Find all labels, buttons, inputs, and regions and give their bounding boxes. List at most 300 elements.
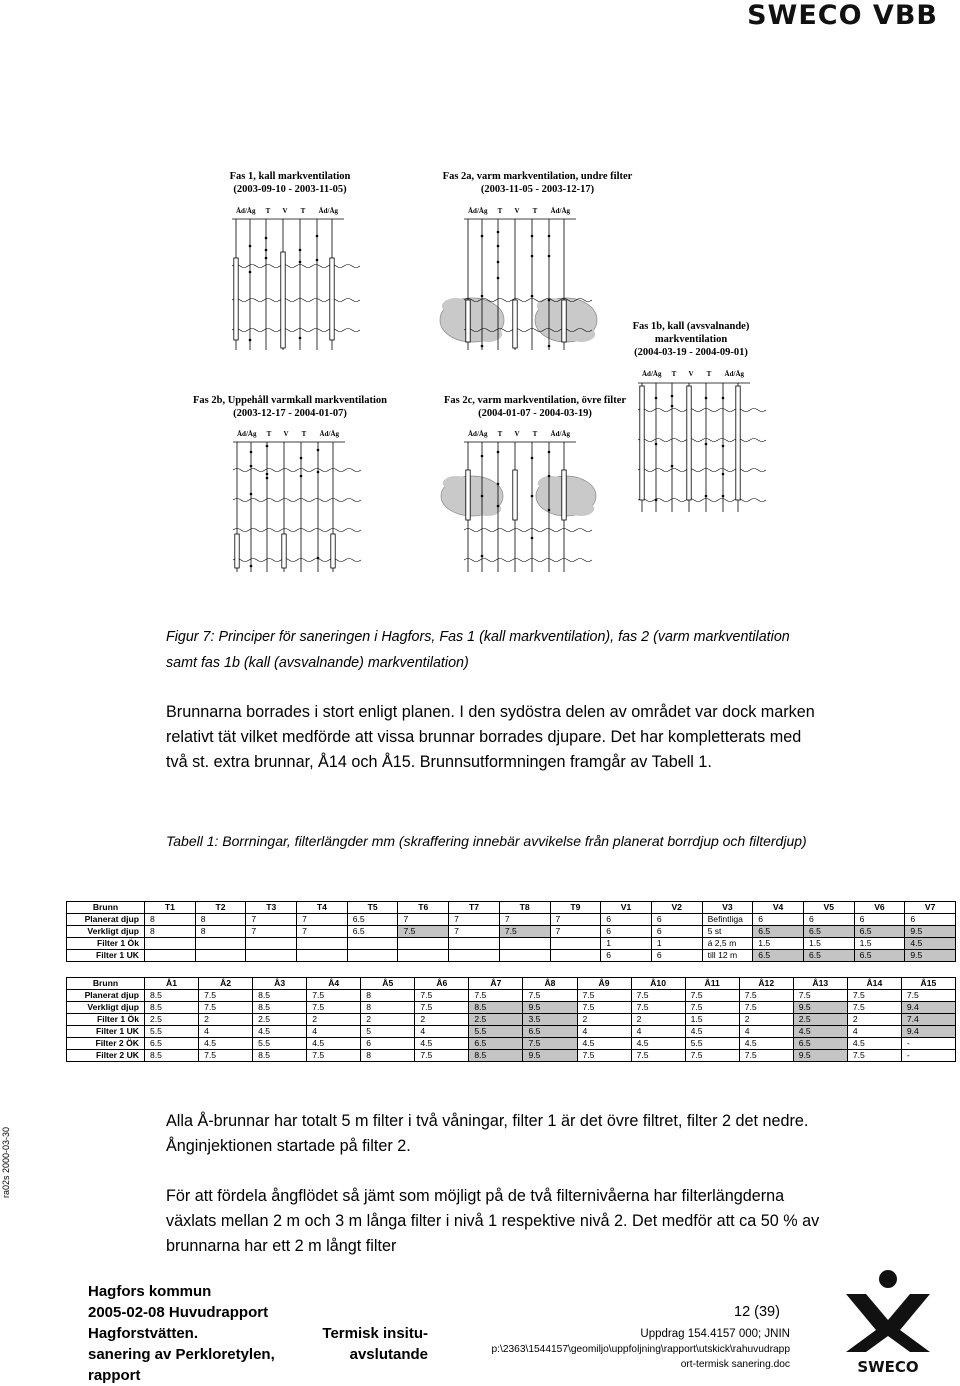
table-cell: 2.5 xyxy=(469,1014,523,1026)
soil-sample-dot xyxy=(250,493,253,496)
column-header: Å14 xyxy=(847,978,901,990)
table-cell: 4 xyxy=(577,1026,631,1038)
column-header: V5 xyxy=(803,902,854,914)
table-cell: 4.5 xyxy=(253,1026,307,1038)
soil-sample-dot xyxy=(497,451,500,454)
logo-wordmark: SWECO xyxy=(857,1358,919,1376)
brand-wordmark: SWECO VBB xyxy=(747,0,938,31)
table-cell: 4.5 xyxy=(739,1038,793,1050)
well-legend-phase-2b xyxy=(237,430,341,442)
table-cell: 2 xyxy=(415,1014,469,1026)
soil-sample-dot xyxy=(249,271,252,274)
table-cell: 9.5 xyxy=(905,926,956,938)
table-cell: 8 xyxy=(195,914,246,926)
table-cell xyxy=(449,938,500,950)
row-label: Planerat djup xyxy=(67,990,145,1002)
soil-sample-dot xyxy=(317,557,320,560)
table-cell: 8.5 xyxy=(253,1050,307,1062)
soil-layer-line xyxy=(233,559,361,562)
soil-sample-dot xyxy=(548,255,551,258)
soil-sample-dot xyxy=(249,245,252,248)
table-cell: 1.5 xyxy=(753,938,804,950)
table-cell: 6.5 xyxy=(145,1038,199,1050)
table-cell: 6 xyxy=(651,926,702,938)
table-cell: 6 xyxy=(651,950,702,962)
table-cell: 8.5 xyxy=(253,990,307,1002)
paragraph-wells-drilled: Brunnarna borrades i stort enligt planen. I den sydöstra delen av området var dock marken relativt tät vilket medförde att vissa brunnar borrades djupare. Det har kompletterats med två st. extra brunnar, Å14 och Å15. Brunnsutformningen framgår av Tabell 1. xyxy=(166,703,815,771)
table-cell: 7.5 xyxy=(307,1002,361,1014)
table-cell: 5.5 xyxy=(685,1038,739,1050)
well-filter-icon xyxy=(466,300,470,342)
footer-report-date: 2005-02-08 Huvudrapport xyxy=(88,1304,269,1321)
soil-sample-dot xyxy=(481,455,484,458)
well-filter-icon xyxy=(736,386,740,500)
soil-layer-line xyxy=(233,499,361,502)
table-row xyxy=(67,1014,956,1026)
table-cell: 4.5 xyxy=(847,1038,901,1050)
table-cell: 8 xyxy=(361,990,415,1002)
table-cell: 8.5 xyxy=(253,1002,307,1014)
column-header: V1 xyxy=(601,902,652,914)
soil-sample-dot xyxy=(548,345,551,348)
table-cell: 2 xyxy=(577,1014,631,1026)
soil-sample-dot xyxy=(250,451,253,454)
soil-sample-dot xyxy=(722,473,725,476)
column-header: Å6 xyxy=(415,978,469,990)
legend-ad: Åd/Åg xyxy=(237,430,257,438)
soil-sample-dot xyxy=(299,249,302,252)
soil-sample-dot xyxy=(249,339,252,342)
table-cell: 6.5 xyxy=(753,950,804,962)
column-header: Å4 xyxy=(307,978,361,990)
table-cell: 7 xyxy=(499,914,550,926)
table-cell: 6.5 xyxy=(753,926,804,938)
table-cell: 8 xyxy=(145,926,196,938)
column-header: Å7 xyxy=(469,978,523,990)
soil-sample-dot xyxy=(531,495,534,498)
table-cell: 9.4 xyxy=(901,1002,955,1014)
table-cell: 7.5 xyxy=(415,1002,469,1014)
soil-sample-dot xyxy=(705,397,708,400)
legend-v: V xyxy=(283,430,289,438)
table-cell: 9.5 xyxy=(523,1002,577,1014)
table-cell: 2 xyxy=(361,1014,415,1026)
footer-title-part: Termisk insitu- xyxy=(322,1325,428,1342)
column-header: Å8 xyxy=(523,978,577,990)
soil-sample-dot xyxy=(300,475,303,478)
row-label: Filter 1 UK xyxy=(67,1026,145,1038)
table-cell: 3.5 xyxy=(523,1014,577,1026)
soil-layer-line xyxy=(232,265,360,268)
table-cell: 7 xyxy=(398,914,449,926)
soil-sample-dot xyxy=(548,475,551,478)
table-cell: 6 xyxy=(753,914,804,926)
paragraph-filters: Alla Å-brunnar har totalt 5 m filter i två våningar, filter 1 är det övre filtret, filter 2 det nedre. Ånginjektionen startade på filter 2. xyxy=(166,1112,809,1155)
soil-layer-line xyxy=(464,529,592,532)
footer-report-info xyxy=(88,1281,428,1386)
soil-sample-dot xyxy=(722,445,725,448)
footer-title-line-3: rapport xyxy=(88,1367,141,1384)
legend-v: V xyxy=(514,430,520,438)
soil-layer-line xyxy=(638,439,766,442)
soil-sample-dot xyxy=(250,465,253,468)
well-filter-icon xyxy=(687,386,691,500)
steam-zone-icon xyxy=(474,502,501,516)
table-cell xyxy=(297,950,348,962)
table-cell xyxy=(297,938,348,950)
legend-t: T xyxy=(671,370,677,378)
table-cell: 7.5 xyxy=(577,1002,631,1014)
table-cell: 6.5 xyxy=(793,1038,847,1050)
table-cell: 8.5 xyxy=(469,1002,523,1014)
table-cell xyxy=(347,938,398,950)
soil-sample-dot xyxy=(497,483,500,486)
legend-ad: Åd/Åg xyxy=(468,430,488,438)
table-row xyxy=(67,1050,956,1062)
table-cell: 7.5 xyxy=(415,990,469,1002)
well-legend-phase-1b xyxy=(642,370,746,382)
table-cell: 4.5 xyxy=(631,1038,685,1050)
soil-layer-line xyxy=(233,469,361,472)
logo-figure-icon xyxy=(846,1294,930,1352)
soil-sample-dot xyxy=(265,237,268,240)
table-row xyxy=(67,926,956,938)
table-cell: 7.5 xyxy=(631,1050,685,1062)
sweco-logo xyxy=(836,1268,940,1378)
table-cell: 6 xyxy=(601,950,652,962)
table-cell: 8.5 xyxy=(145,990,199,1002)
legend-t: T xyxy=(497,430,503,438)
table-row xyxy=(67,1002,956,1014)
table-cell: 6 xyxy=(905,914,956,926)
table-cell: 4 xyxy=(415,1026,469,1038)
table-cell: 7.5 xyxy=(415,1050,469,1062)
table-cell: 7.5 xyxy=(847,990,901,1002)
footer-org: Hagfors kommun xyxy=(88,1283,212,1300)
soil-sample-dot xyxy=(531,537,534,540)
column-header-label: Brunn xyxy=(67,978,145,990)
soil-sample-dot xyxy=(266,473,269,476)
soil-sample-dot xyxy=(548,451,551,454)
table-cell: 7.5 xyxy=(199,1050,253,1062)
soil-layer-line xyxy=(464,559,592,562)
column-header: T7 xyxy=(449,902,500,914)
column-header: V6 xyxy=(854,902,905,914)
table-cell: 7 xyxy=(449,914,500,926)
table-cell: 7.5 xyxy=(577,990,631,1002)
column-header: Å15 xyxy=(901,978,955,990)
legend-v: V xyxy=(688,370,694,378)
soil-sample-dot xyxy=(722,397,725,400)
table-cell: 4.5 xyxy=(577,1038,631,1050)
legend-ad: Åd/Åg xyxy=(236,207,256,215)
table-cell xyxy=(499,950,550,962)
legend-ad: Åd/Åg xyxy=(468,207,488,215)
table-cell: 4.5 xyxy=(415,1038,469,1050)
table-cell: 1.5 xyxy=(685,1014,739,1026)
soil-sample-dot xyxy=(300,457,303,460)
table-cell xyxy=(550,950,601,962)
table-cell: 7.5 xyxy=(199,990,253,1002)
soil-sample-dot xyxy=(316,235,319,238)
table-cell xyxy=(449,950,500,962)
table-caption: Tabell 1: Borrningar, filterlängder mm (skraffering innebär avvikelse från planerat borrdjup och filterdjup) xyxy=(166,833,807,849)
table-cell: 8 xyxy=(361,1050,415,1062)
table-cell: 8 xyxy=(145,914,196,926)
legend-ad: Åd/Åg xyxy=(642,370,662,378)
table-cell: 7.5 xyxy=(307,1050,361,1062)
table-cell xyxy=(246,950,297,962)
soil-sample-dot xyxy=(481,495,484,498)
table-cell: 7.5 xyxy=(307,990,361,1002)
table-cell: 4 xyxy=(739,1026,793,1038)
footer-file-info xyxy=(440,1327,790,1372)
table-cell: 8.5 xyxy=(469,1050,523,1062)
footer-title-line-2 xyxy=(88,1344,428,1365)
column-header: T3 xyxy=(246,902,297,914)
table-cell: 8.5 xyxy=(145,1050,199,1062)
table-cell xyxy=(195,950,246,962)
soil-sample-dot xyxy=(481,555,484,558)
legend-t: T xyxy=(532,207,538,215)
table-cell: 6.5 xyxy=(347,926,398,938)
column-header: V3 xyxy=(702,902,753,914)
table-cell: 6.5 xyxy=(854,950,905,962)
column-header: T8 xyxy=(499,902,550,914)
table-cell: 9.5 xyxy=(793,1002,847,1014)
table-cell: 9.5 xyxy=(793,1050,847,1062)
phase-1-label: Fas 1, kall markventilation (2003-09-10 - 2003-11-05) xyxy=(229,171,351,195)
row-label: Verkligt djup xyxy=(67,926,145,938)
table-cell: 7 xyxy=(246,914,297,926)
table-cell: 2 xyxy=(739,1014,793,1026)
soil-sample-dot xyxy=(265,249,268,252)
table-cell: 4.5 xyxy=(307,1038,361,1050)
table-row xyxy=(67,914,956,926)
table-cell: 1 xyxy=(651,938,702,950)
column-header: T1 xyxy=(145,902,196,914)
table-cell: 7.5 xyxy=(631,1002,685,1014)
remediation-phase-diagram xyxy=(0,0,960,600)
table-cell: 2 xyxy=(307,1014,361,1026)
legend-ad: Åd/Åg xyxy=(319,430,339,438)
soil-sample-dot xyxy=(481,235,484,238)
table-cell xyxy=(145,938,196,950)
column-header: T2 xyxy=(195,902,246,914)
table-cell: 7 xyxy=(246,926,297,938)
legend-ad: Åd/Åg xyxy=(550,430,570,438)
row-label: Planerat djup xyxy=(67,914,145,926)
soil-sample-dot xyxy=(317,471,320,474)
legend-t: T xyxy=(706,370,712,378)
soil-layer-line xyxy=(233,529,361,532)
table-cell: 7 xyxy=(550,914,601,926)
legend-ad: Åd/Åg xyxy=(318,207,338,215)
table-cell: 6 xyxy=(803,914,854,926)
column-header: Å13 xyxy=(793,978,847,990)
table-cell: 7 xyxy=(550,926,601,938)
soil-sample-dot xyxy=(671,395,674,398)
soil-sample-dot xyxy=(548,509,551,512)
well-legend-phase-2a xyxy=(468,207,572,219)
table-cell: 6.5 xyxy=(469,1038,523,1050)
soil-sample-dot xyxy=(722,495,725,498)
column-header: Å11 xyxy=(685,978,739,990)
table-row xyxy=(67,950,956,962)
legend-ad: Åd/Åg xyxy=(724,370,744,378)
legend-t: T xyxy=(266,430,272,438)
table-cell: - xyxy=(901,1038,955,1050)
table-cell: 7.5 xyxy=(685,990,739,1002)
soil-sample-dot xyxy=(671,465,674,468)
phase-1b-label: Fas 1b, kall (avsvalnande) markventilation (2004-03-19 - 2004-09-01) xyxy=(632,321,750,358)
file-name: ort-termisk sanering.doc xyxy=(680,1359,790,1370)
table-cell: 7.5 xyxy=(499,926,550,938)
table-cell: 6.5 xyxy=(347,914,398,926)
table-cell: 6.5 xyxy=(803,926,854,938)
footer-title-part: avslutande xyxy=(349,1346,428,1363)
soil-sample-dot xyxy=(671,405,674,408)
legend-v: V xyxy=(282,207,288,215)
soil-sample-dot xyxy=(299,261,302,264)
assignment-number: Uppdrag 154.4157 000; JNIN xyxy=(640,1328,790,1340)
table-cell: 7.5 xyxy=(685,1002,739,1014)
soil-sample-dot xyxy=(299,337,302,340)
table-cell: 7.4 xyxy=(901,1014,955,1026)
row-label: Filter 1 UK xyxy=(67,950,145,962)
table-cell: 4 xyxy=(847,1026,901,1038)
table-cell: 2 xyxy=(199,1014,253,1026)
table-cell: 7.5 xyxy=(685,1050,739,1062)
table-cell: 7.5 xyxy=(523,1038,577,1050)
well-filter-icon xyxy=(562,470,566,520)
legend-ad: Åd/Åg xyxy=(550,207,570,215)
soil-sample-dot xyxy=(531,457,534,460)
well-filter-icon xyxy=(562,300,566,342)
footer-title-part: Hagforstvätten. xyxy=(88,1325,199,1342)
table-cell: 4 xyxy=(631,1026,685,1038)
table-cell: 6 xyxy=(361,1038,415,1050)
table-cell: 7 xyxy=(449,926,500,938)
page-number: 12 (39) xyxy=(734,1304,780,1320)
table-cell xyxy=(550,938,601,950)
soil-sample-dot xyxy=(266,477,269,480)
soil-sample-dot xyxy=(548,235,551,238)
table-cell: 8.5 xyxy=(145,1002,199,1014)
steam-zone-icon xyxy=(538,476,564,490)
table-cell: till 12 m xyxy=(702,950,753,962)
well-filter-icon xyxy=(513,300,517,348)
paragraph-steam-distribution: För att fördela ångflödet så jämt som möjligt på de två filternivåerna har filterlängderna växlats mellan 2 m och 3 m långa filter i nivå 1 respektive nivå 2. Det medför att ca 50 % av brunnarna har ett 2 m långt filter xyxy=(166,1187,820,1255)
table-cell: 5 xyxy=(361,1026,415,1038)
figure-caption: Figur 7: Principer för saneringen i Hagfors, Fas 1 (kall markventilation), fas 2 (varm markventilation samt fas 1b (kall (avsvalnande) markventilation) xyxy=(166,629,790,671)
column-header: Å1 xyxy=(145,978,199,990)
soil-sample-dot xyxy=(481,345,484,348)
soil-sample-dot xyxy=(266,445,269,448)
column-header: T4 xyxy=(297,902,348,914)
steam-zone-icon xyxy=(568,502,594,516)
soil-sample-dot xyxy=(497,245,500,248)
column-header: Å3 xyxy=(253,978,307,990)
column-header: Å10 xyxy=(631,978,685,990)
legend-t: T xyxy=(497,207,503,215)
soil-sample-dot xyxy=(548,299,551,302)
row-label: Verkligt djup xyxy=(67,1002,145,1014)
well-filter-icon xyxy=(331,534,335,568)
soil-sample-dot xyxy=(265,257,268,260)
well-filter-icon xyxy=(513,470,517,520)
table-cell: 5.5 xyxy=(145,1026,199,1038)
table-cell: - xyxy=(901,1050,955,1062)
phase-2a-label: Fas 2a, varm markventilation, undre filter (2003-11-05 - 2003-12-17) xyxy=(442,171,633,195)
table-cell: 4.5 xyxy=(905,938,956,950)
soil-sample-dot xyxy=(250,565,253,568)
table-cell: 7.5 xyxy=(901,990,955,1002)
table-cell: 5 st xyxy=(702,926,753,938)
table-cell: 7.5 xyxy=(469,990,523,1002)
well-filter-icon xyxy=(281,252,285,348)
column-header: T5 xyxy=(347,902,398,914)
table-cell: 6 xyxy=(601,914,652,926)
soil-layer-line xyxy=(232,299,360,302)
soil-sample-dot xyxy=(531,235,534,238)
soil-sample-dot xyxy=(497,261,500,264)
well-legend-phase-2c xyxy=(468,430,572,442)
table-cell: 7.5 xyxy=(398,926,449,938)
table-cell: á 2,5 m xyxy=(702,938,753,950)
table-cell: 2.5 xyxy=(793,1014,847,1026)
table-cell: 9.5 xyxy=(905,950,956,962)
legend-t: T xyxy=(265,207,271,215)
table-cell: 1.5 xyxy=(803,938,854,950)
table-cell: Befintliga xyxy=(702,914,753,926)
column-header: T9 xyxy=(550,902,601,914)
table-cell: 7 xyxy=(297,926,348,938)
table-cell xyxy=(246,938,297,950)
table-cell xyxy=(347,950,398,962)
table-row xyxy=(67,1038,956,1050)
soil-sample-dot xyxy=(655,443,658,446)
table-cell: 7.5 xyxy=(199,1002,253,1014)
phase-2b-label: Fas 2b, Uppehåll varmkall markventilation (2003-12-17 - 2004-01-07) xyxy=(193,395,387,419)
soil-sample-dot xyxy=(531,255,534,258)
column-header-label: Brunn xyxy=(67,902,145,914)
table-cell: 5.5 xyxy=(253,1038,307,1050)
well-filter-icon xyxy=(282,534,286,568)
soil-sample-dot xyxy=(481,295,484,298)
table-cell xyxy=(398,950,449,962)
row-label: Filter 2 ÖK xyxy=(67,1038,145,1050)
table-cell: 9.4 xyxy=(901,1026,955,1038)
soil-layer-line xyxy=(232,329,360,332)
table-cell: 6.5 xyxy=(803,950,854,962)
column-header: V7 xyxy=(905,902,956,914)
column-header: Å9 xyxy=(577,978,631,990)
soil-sample-dot xyxy=(497,231,500,234)
column-header: Å2 xyxy=(199,978,253,990)
table-cell xyxy=(499,938,550,950)
table-cell: 2.5 xyxy=(145,1014,199,1026)
well-legend-phase-1 xyxy=(236,207,340,219)
table-row xyxy=(67,1026,956,1038)
soil-sample-dot xyxy=(316,259,319,262)
table-cell: 7.5 xyxy=(577,1050,631,1062)
table-cell: 1 xyxy=(601,938,652,950)
row-label: Filter 2 UK xyxy=(67,1050,145,1062)
well-filter-icon xyxy=(234,258,238,340)
soil-sample-dot xyxy=(531,295,534,298)
wells-table-a xyxy=(66,977,956,1062)
